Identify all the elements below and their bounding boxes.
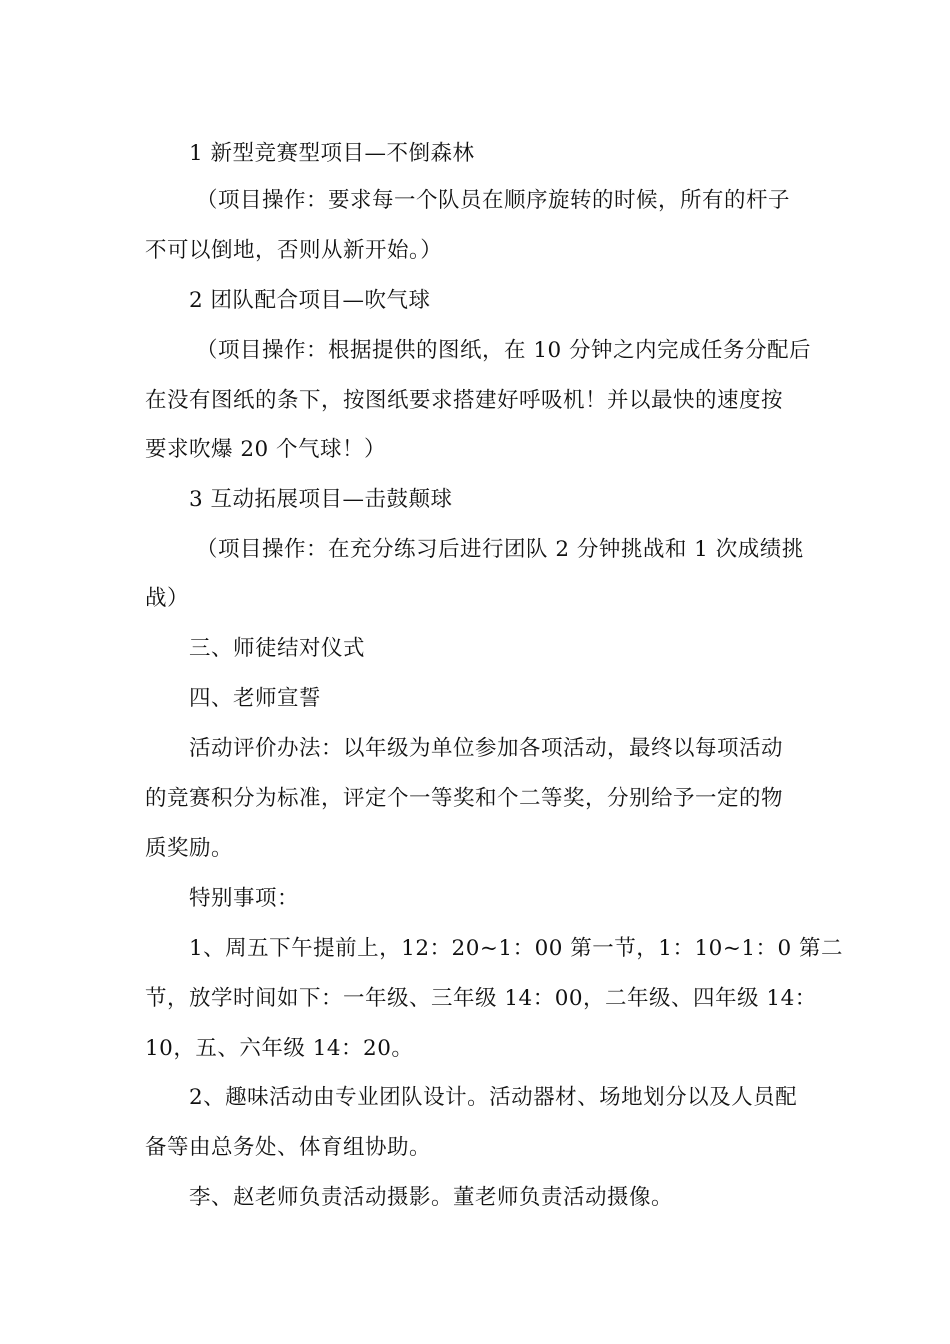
item-1-description-cont: 不可以倒地，否则从新开始。） [145, 238, 443, 263]
section-4-heading: 四、老师宣誓 [189, 686, 322, 711]
item-3-description-cont: 战） [145, 586, 190, 611]
evaluation-paragraph-cont-2: 质奖励。 [145, 836, 234, 861]
item-1-title: 1 新型竞赛型项目—不倒森林 [189, 141, 475, 166]
photography-note: 李、赵老师负责活动摄影。董老师负责活动摄像。 [189, 1185, 674, 1210]
note-2: 2、趣味活动由专业团队设计。活动器材、场地划分以及人员配 [189, 1085, 798, 1110]
item-2-description-cont-2: 要求吹爆 20 个气球！） [145, 437, 387, 462]
note-1: 1、周五下午提前上，12：20~1：00 第一节，1：10~1：0 第二 [189, 936, 844, 961]
special-notes-heading: 特别事项： [189, 886, 300, 911]
item-2-title: 2 团队配合项目—吹气球 [189, 288, 431, 313]
item-2-description-cont-1: 在没有图纸的条下，按图纸要求搭建好呼吸机！并以最快的速度按 [145, 388, 784, 413]
section-3-heading: 三、师徒结对仪式 [189, 636, 366, 661]
note-2-cont: 备等由总务处、体育组协助。 [145, 1135, 432, 1160]
item-1-description: （项目操作：要求每一个队员在顺序旋转的时候，所有的杆子 [196, 188, 791, 213]
note-1-cont-2: 10，五、六年级 14：20。 [145, 1036, 414, 1061]
item-3-title: 3 互动拓展项目—击鼓颠球 [189, 487, 453, 512]
note-1-cont-1: 节，放学时间如下：一年级、三年级 14：00，二年级、四年级 14： [145, 986, 817, 1011]
item-2-description: （项目操作：根据提供的图纸，在 10 分钟之内完成任务分配后 [196, 338, 812, 363]
evaluation-paragraph: 活动评价办法：以年级为单位参加各项活动，最终以每项活动 [189, 736, 784, 761]
evaluation-paragraph-cont-1: 的竞赛积分为标准，评定个一等奖和个二等奖，分别给予一定的物 [145, 786, 784, 811]
item-3-description: （项目操作：在充分练习后进行团队 2 分钟挑战和 1 次成绩挑 [196, 537, 804, 562]
